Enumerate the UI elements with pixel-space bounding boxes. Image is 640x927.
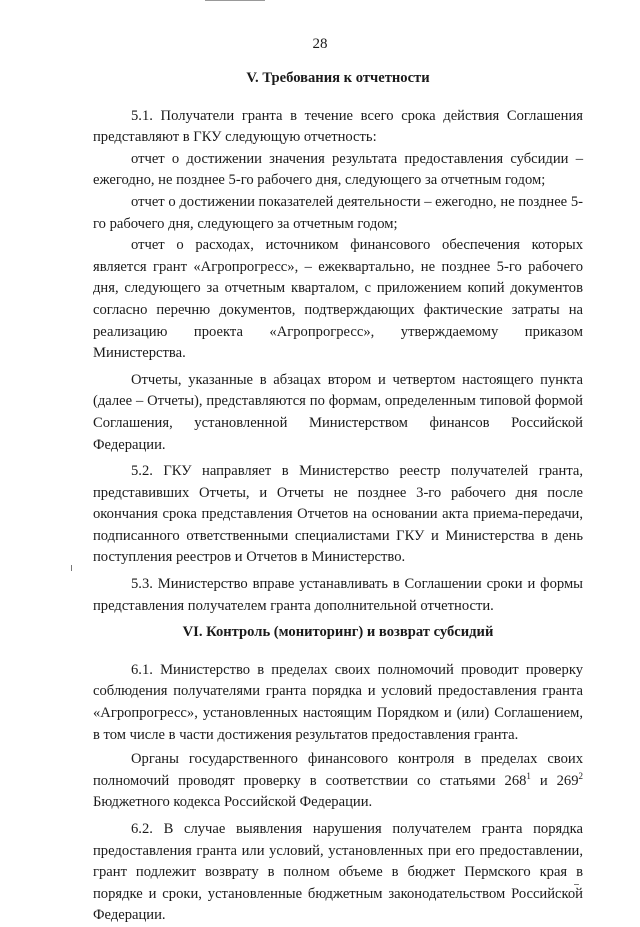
financial-control-text-start: Органы государственного финансового контроля в пределах своих полномочий проводят проверку в соответствии со статьями 268 (93, 751, 583, 789)
paragraph-6-1: 6.1. Министерство в пределах своих полномочий проводит проверку соблюдения получателями гранта порядка и условий предоставления гранта «Агропрогресс», установленных настоящим Порядком и (или) Соглашением, в том числе в части достижения результатов предоставления гранта. (93, 661, 583, 743)
paragraph-expenses-report: отчет о расходах, источником финансового обеспечения которых является грант «Агропрогресс», – ежеквартально, не позднее 5-го рабочего дня, следующего за отчетным кварталом, с приложением копий документов согласно перечню документов, подтверждающих фактические затраты на реализацию проекта «Агропрогресс», утверждаемому приказом Министерства. (93, 237, 583, 362)
paragraph-financial-control (93, 749, 583, 814)
scan-mark (205, 0, 265, 1)
financial-control-text-end: Бюджетного кодекса Российской Федерации. (93, 794, 373, 811)
paragraph-result-report: отчет о достижении значения результата предоставления субсидии – ежегодно, не позднее 5-го рабочего дня, следующего за отчетным годом; (93, 150, 583, 189)
page-number: 28 (312, 36, 328, 52)
paragraph-indicators-report: отчет о достижении показателей деятельности – ежегодно, не позднее 5-го рабочего дня, следующего за отчетным годом; (93, 193, 583, 232)
paragraph-5-2: 5.2. ГКУ направляет в Министерство реестр получателей гранта, представивших Отчеты, и Отчеты не позднее 3-го рабочего дня после окончания срока представления Отчетов на основании акта приема-передачи, подписанного ответственными специалистами ГКУ и Министерства в день поступления реестров и Отчетов в Министерство. (93, 463, 583, 566)
paragraph-5-3: 5.3. Министерство вправе устанавливать в Соглашении сроки и формы представления получателем гранта дополнительной отчетности. (93, 576, 583, 614)
document-body (93, 68, 583, 927)
article-superscript-1: 1 (526, 770, 531, 781)
paragraph-6-2: 6.2. В случае выявления нарушения получателем гранта порядка предоставления гранта или условий, установленных при его предоставлении, грант подлежит возврату в полном объеме в бюджет Пермского края в порядке и сроки, установленные бюджетным законодательством Российской Федерации. (93, 821, 583, 924)
section-5-heading: V. Требования к отчетности (246, 70, 430, 86)
paragraph-5-1: 5.1. Получатели гранта в течение всего срока действия Соглашения представляют в ГКУ следующую отчетность: (93, 107, 583, 146)
scan-mark (71, 565, 72, 571)
article-superscript-2: 2 (578, 770, 584, 781)
section-6-heading: VI. Контроль (мониторинг) и возврат субсидий (182, 624, 494, 641)
paragraph-reports-forms: Отчеты, указанные в абзацах втором и четвертом настоящего пункта (далее – Отчеты), представляются по формам, определенным типовой формой Соглашения, установленной Министерством финансов Российской Федерации. (93, 371, 583, 453)
financial-control-text-mid: и 269 (530, 772, 579, 789)
